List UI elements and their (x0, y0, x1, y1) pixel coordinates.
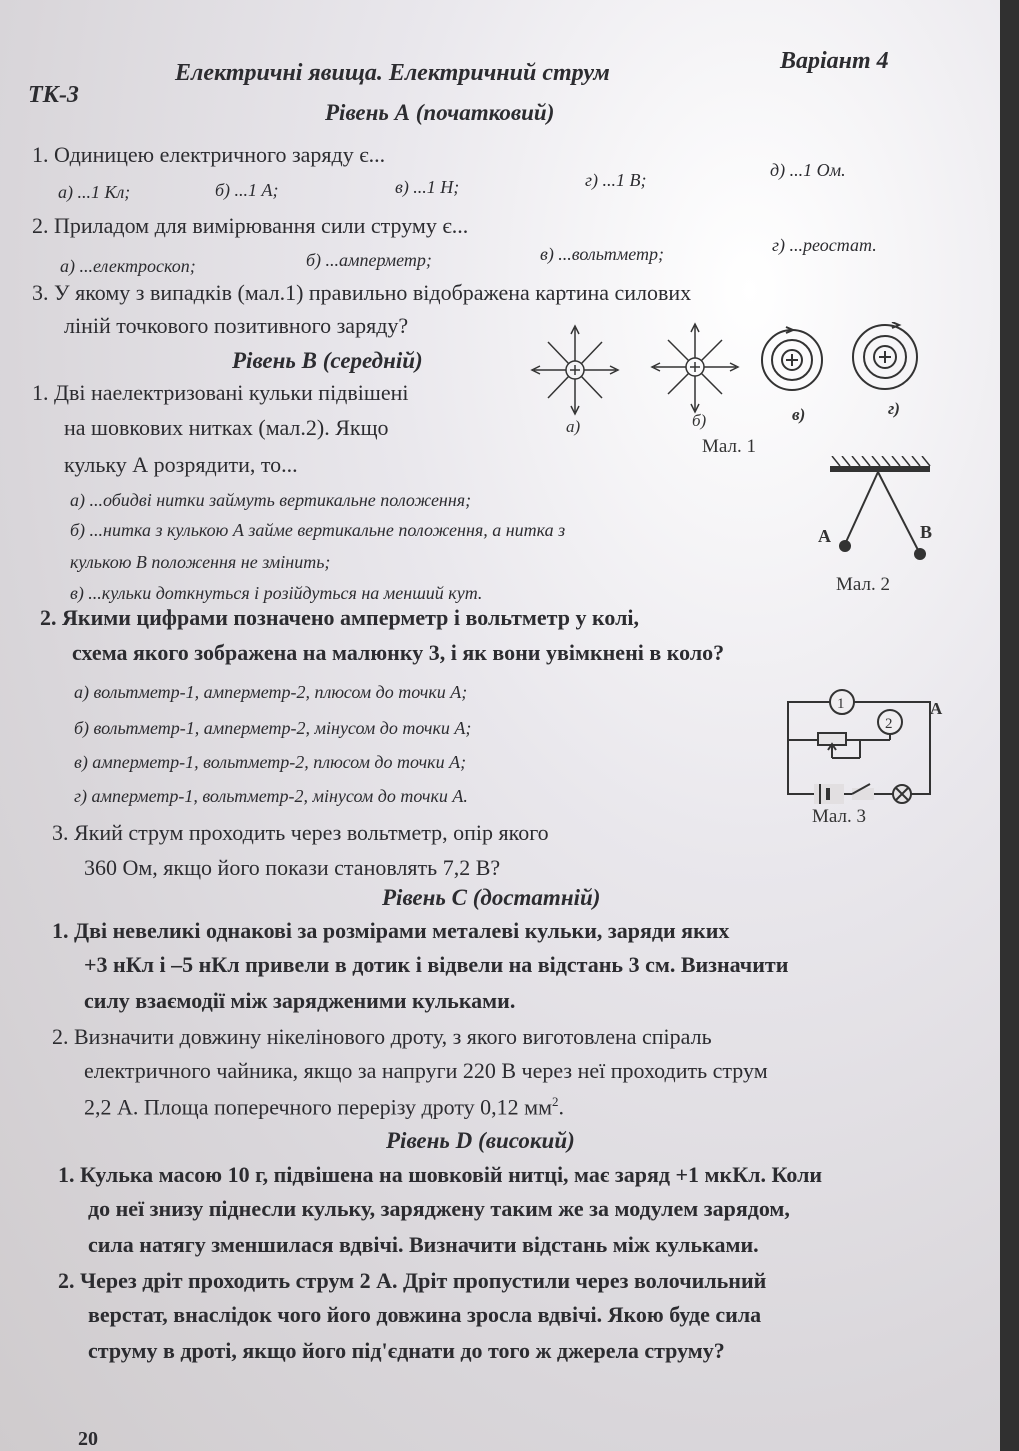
b-q1-option: в) ...кульки доткнуться і розійдуться на менший кут. (70, 583, 483, 603)
c-q2-line: 2. Визначити довжину нікелінового дроту, з якого виготовлена спіраль (52, 1024, 712, 1049)
b-q1-line: кульку А розрядити, то... (64, 452, 298, 477)
a-q1-text: 1. Одиницею електричного заряду є... (32, 142, 386, 167)
c-q2-line (84, 1094, 564, 1120)
a-q3-line: ліній точкового позитивного заряду? (64, 313, 409, 338)
c-q2-line3-end: . (558, 1094, 565, 1120)
field-b-diagram (652, 324, 738, 412)
c-q2-line: електричного чайника, якщо за напруги 220 В через неї проходить струм (84, 1058, 768, 1083)
fig3-caption: Мал. 3 (812, 806, 866, 827)
d-q1-line: сила натягу зменшилася вдвічі. Визначити відстань між кульками. (88, 1232, 759, 1257)
d-q1-line: до неї знизу піднесли кульку, заряджену таким же за модулем зарядом, (88, 1196, 790, 1221)
b-q1-line: 1. Дві наелектризовані кульки підвішені (32, 380, 409, 405)
a-q1-option: г) ...1 В; (585, 170, 647, 190)
meter-2-label: 2 (885, 716, 893, 732)
a-q1-option: а) ...1 Кл; (58, 182, 131, 202)
b-q3-line: 360 Ом, якщо його покази становлять 7,2 В? (84, 855, 501, 880)
ball-b-label: B (920, 522, 933, 542)
b-q2-line: 2. Якими цифрами позначено амперметр і вольтметр у колі, (40, 605, 640, 630)
page-title: Електричні явища. Електричний струм (175, 60, 610, 86)
b-q1-line: на шовкових нитках (мал.2). Якщо (64, 415, 389, 440)
fig1-label-a: а) (566, 417, 581, 436)
c-q2-superscript: 2 (552, 1094, 559, 1109)
variant-label: Варіант 4 (780, 48, 889, 74)
fig2-caption: Мал. 2 (836, 574, 890, 595)
b-q2-option: г) амперметр-1, вольтметр-2, мінусом до точки А. (74, 786, 468, 806)
a-q1-option: б) ...1 А; (215, 180, 279, 200)
level-c-title: Рівень С (достатній) (382, 885, 601, 910)
a-q3-line: 3. У якому з випадків (мал.1) правильно відображена картина силових (32, 280, 692, 305)
b-q1-option: б) ...нитка з кулькою А займе вертикальне положення, а нитка з (70, 520, 566, 540)
page-number: 20 (78, 1428, 98, 1450)
d-q2-line: верстат, внаслідок чого його довжина зросла вдвічі. Якою буде сила (88, 1302, 762, 1327)
meter-1-label: 1 (837, 696, 845, 712)
a-q2-option: б) ...амперметр; (306, 250, 432, 270)
fig1-caption: Мал. 1 (702, 436, 756, 457)
a-q1-option: д) ...1 Ом. (770, 160, 846, 180)
b-q3-line: 3. Який струм проходить через вольтметр, опір якого (52, 820, 549, 845)
b-q2-line: схема якого зображена на малюнку 3, і як вони увімкнені в коло? (72, 640, 725, 665)
ball-b (914, 548, 926, 560)
page-edge-shadow (1000, 0, 1019, 1451)
a-q2-text: 2. Приладом для вимірювання сили струму є... (32, 213, 469, 238)
field-d-diagram (853, 322, 917, 389)
fig1-label-d: г) (888, 399, 900, 418)
ball-a-label: A (818, 526, 831, 546)
b-q2-option: б) вольтметр-1, амперметр-2, мінусом до точки А; (74, 718, 472, 738)
field-a-diagram (532, 326, 618, 414)
b-q1-option: кулькою В положення не змінить; (70, 552, 331, 572)
a-q2-option: в) ...вольтметр; (540, 244, 664, 264)
fig1-label-b: б) (692, 411, 707, 430)
c-q1-line: силу взаємодії між зарядженими кульками. (84, 988, 516, 1013)
c-q1-line: 1. Дві невеликі однакові за розмірами металеві кульки, заряди яких (52, 918, 730, 943)
d-q2-line: 2. Через дріт проходить струм 2 А. Дріт пропустили через волочильний (58, 1268, 767, 1293)
figure-2-charged-balls (800, 456, 960, 596)
a-q2-option: г) ...реостат. (772, 235, 877, 255)
c-q2-line3-text: 2,2 А. Площа поперечного перерізу дроту 0,12 мм (84, 1094, 553, 1120)
b-q2-option: в) амперметр-1, вольтметр-2, плюсом до точки А; (74, 752, 467, 772)
fig1-label-c: в) (792, 405, 806, 424)
level-d-title: Рівень D (високий) (386, 1128, 575, 1153)
b-q1-option: а) ...обидві нитки займуть вертикальне положення; (70, 490, 472, 510)
test-code: ТК-3 (28, 82, 79, 108)
level-a-title: Рівень А (початковий) (325, 100, 555, 125)
figure-3-circuit (780, 680, 950, 828)
level-b-title: Рівень В (середній) (232, 348, 423, 373)
c-q1-line: +3 нКл і –5 нКл привели в дотик і відвели на відстань 3 см. Визначити (84, 952, 789, 977)
a-q1-option: в) ...1 Н; (395, 177, 460, 197)
ball-a (839, 540, 851, 552)
d-q1-line: 1. Кулька масою 10 г, підвішена на шовковій нитці, має заряд +1 мкКл. Коли (58, 1162, 823, 1187)
a-q2-option: а) ...електроскоп; (60, 256, 196, 276)
field-c-diagram (762, 327, 822, 390)
b-q2-option: а) вольтметр-1, амперметр-2, плюсом до точки А; (74, 682, 468, 702)
figure-1-field-lines (520, 322, 920, 462)
point-a-label: A (930, 699, 943, 718)
d-q2-line: струму в дроті, якщо його під'єднати до того ж джерела струму? (88, 1338, 725, 1363)
